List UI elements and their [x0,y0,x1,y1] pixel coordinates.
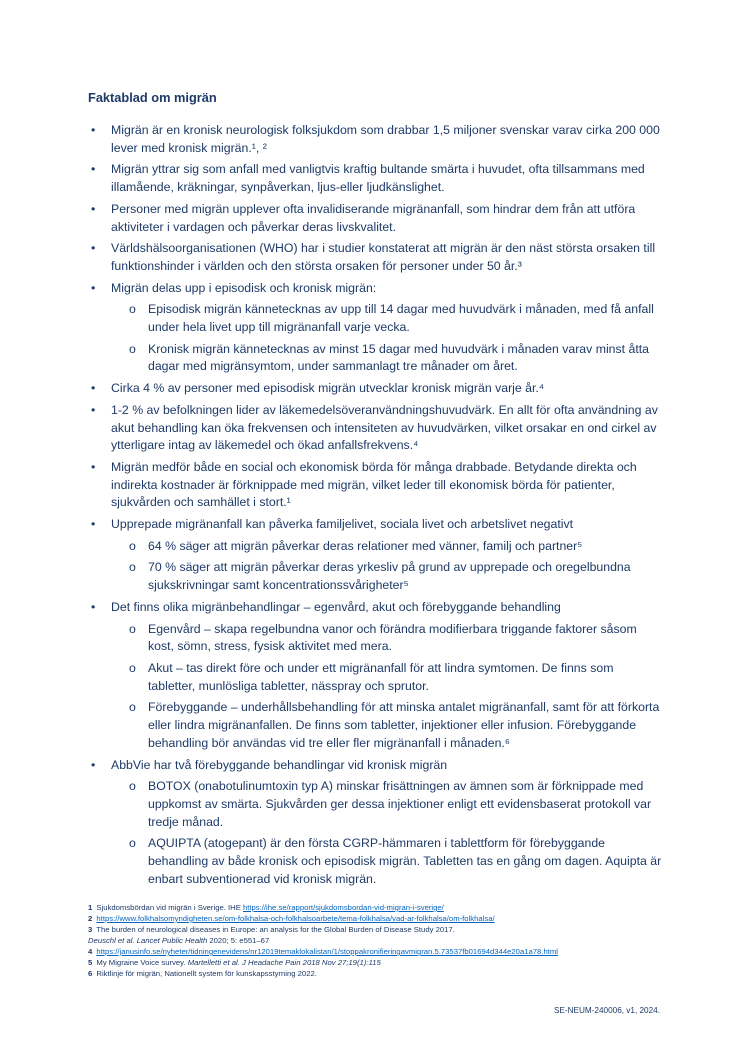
list-item-text: Det finns olika migränbehandlingar – egenvård, akut och förebyggande behandling [111,599,561,614]
sub-bullet-marker: o [129,700,136,715]
footnote-number: 3 [88,925,93,934]
list-item [88,380,662,398]
footnote-text: My Migraine Voice survey. [96,958,188,967]
list-item-text: 70 % säger att migrän påverkar deras yrkesliv på grund av upprepade och oregelbundna sjukskrivningar samt koncentrationssvårigheter⁵ [148,560,631,593]
list-item [88,402,662,455]
bullet-marker: • [91,123,96,137]
sub-bullet-marker: o [129,560,136,575]
footnote [88,935,690,946]
list-item [88,699,662,752]
sub-bullet-marker: o [129,836,136,851]
footnote-link[interactable]: https://ihe.se/rapport/sjukdomsbordan-vid-migran-i-sverige/ [242,903,444,912]
list-item-text: 1-2 % av befolkningen lider av läkemedelsöveranvändningshuvudvärk. En allt för ofta användning av akut behandling kan öka frekvensen och intensiteten av huvudvärken, vilket orsakar en ond cirkel av ytterligare intag av läkemedel och ökad anfallsfrekvens.⁴ [111,402,658,453]
footnote-text: 2020; 5: e551–67 [209,936,270,945]
bullet-marker: • [91,599,96,614]
list-item-text: Egenvård – skapa regelbundna vanor och förändra modifierbara triggande faktorer såsom kost, sömn, stress, fysisk aktivitet med mera. [148,621,637,654]
bullet-marker: • [91,459,96,474]
bullet-marker: • [91,517,96,532]
list-item [88,778,662,831]
list-item-text: Migrän yttrar sig som anfall med vanligtvis kraftig bultande smärta i huvudet, ofta tillsammans med illamående, kräkningar, synpåverkan, ljus-eller ljudkänslighet. [111,162,645,195]
list-item-text: Migrän delas upp i episodisk och kronisk migrän: [111,280,377,295]
list-item [88,301,662,336]
list-item-text: AbbVie har två förebyggande behandlingar vid kronisk migrän [111,757,448,772]
footnote [88,968,690,979]
list-item [88,122,662,157]
footnote-link[interactable]: https://www.folkhalsomyndigheten.se/om-folkhalsa-och-folkhalsoarbete/tema-folkhalsa/vad-ar-folkhalsa/om-folkhalsa/ [96,914,495,923]
list-item [88,240,662,275]
list-item [88,459,662,512]
footnote-text: Riktlinje för migrän, Nationellt system för kunskapsstyrning 2022. [96,969,317,978]
list-item-text: AQUIPTA (atogepant) är den första CGRP-hämmaren i tablettform för förebyggande behandling av både kronisk och episodisk migrän. Tabletten tas en gång om dagen. Aquipta är enbart subventionerad vid kronisk migrän. [148,836,662,886]
list-item [88,280,662,298]
bullet-marker: • [91,280,96,295]
list-item [88,757,662,775]
footnote [88,957,690,968]
footnote-number: 1 [88,903,93,912]
footnote [88,913,690,924]
list-item-text: Migrän är en kronisk neurologisk folksjukdom som drabbar 1,5 miljoner svenskar varav cirka 200 000 lever med kronisk migrän.¹, ² [111,123,660,155]
bullet-marker: • [91,757,96,772]
footnote [88,946,690,957]
document-code: SE-NEUM-240006, v1, 2024. [553,1006,660,1015]
footnote [88,902,690,913]
footnote-number: 6 [88,969,93,978]
list-item [88,559,662,594]
sub-bullet-marker: o [129,779,136,794]
sub-bullet-marker: o [129,621,136,636]
footnote-number: 5 [88,958,93,967]
bullet-marker: • [91,402,96,417]
list-item-text: Cirka 4 % av personer med episodisk migrän utvecklar kronisk migrän varje år.⁴ [111,381,545,396]
sub-bullet-marker: o [129,660,136,675]
footnote-number: 4 [88,947,93,956]
list-item [88,201,662,236]
bullet-marker: • [91,381,96,396]
footnote [88,924,690,935]
list-item-text: Förebyggande – underhållsbehandling för att minska antalet migränanfall, samt för att förkorta eller lindra migränanfallen. De finns som tabletter, injektioner eller infusion. Förebyggande behandling bör användas vid tre eller fler migränanfall i månaden.⁶ [148,700,660,750]
list-item-text: Personer med migrän upplever ofta invalidiserande migränanfall, som hindrar dem från att utföra aktiviteter i vardagen och påverkar deras livskvalitet. [111,201,636,234]
sub-bullet-marker: o [129,302,136,317]
list-item [88,161,662,196]
footnote-text: The burden of neurological diseases in Europe: an analysis for the Global Burden of Disease Study 2017. [96,925,455,934]
bullet-marker: • [91,162,96,177]
footnote-number: 2 [88,914,93,923]
list-item [88,516,662,534]
list-item-text: Kronisk migrän kännetecknas av minst 15 dagar med huvudvärk i månaden varav minst åtta dagar med migränsymtom, under sammanlagt tre månader om året. [148,341,650,374]
document-body [88,90,662,892]
footnote-link[interactable]: https://janusinfo.se/nyheter/tidningenevidens/nr12019temaklokalistan/1/stoppakronifieringavmigran.5.73537fb01694d344e20a1a78.html [96,947,558,956]
list-item [88,660,662,695]
bullet-marker: • [91,241,96,256]
list-item-text: Migrän medför både en social och ekonomisk börda för många drabbade. Betydande direkta och indirekta kostnader är förknippade med migrän, vilket leder till ekonomisk börda för patienter, sjukvården och samhället i stort.¹ [111,459,637,510]
list-item [88,835,662,888]
list-item-text: Världshälsoorganisationen (WHO) har i studier konstaterat att migrän är den näst största orsaken till funktionshinder i världen och den största orsaken för personer under 50 år.³ [111,241,656,273]
footnote-text: Sjukdomsbördan vid migrän i Sverige. IHE [96,903,243,912]
sub-bullet-marker: o [129,538,136,553]
footnotes-section [88,902,690,979]
list-item-text: Akut – tas direkt före och under ett migränanfall för att lindra symtomen. De finns som tabletter, munlösliga tabletter, nässpray och sprutor. [148,660,614,693]
list-item [88,538,662,556]
page-title: Faktablad om migrän [88,90,217,105]
list-item-text: BOTOX (onabotulinumtoxin typ A) minskar frisättningen av ämnen som är förknippade med uppkomst av smärta. Sjukvården ger dessa injektioner enligt ett evidensbaserat protokoll var tredje månad. [148,779,652,829]
list-item-text: 64 % säger att migrän påverkar deras relationer med vänner, familj och partner⁵ [148,538,583,553]
footnote-text: Deuschl et al. Lancet Public Health [88,936,210,945]
bullet-list [88,122,662,888]
list-item-text: Upprepade migränanfall kan påverka familjelivet, sociala livet och arbetslivet negativt [111,517,574,532]
bullet-marker: • [91,201,96,216]
list-item [88,341,662,376]
list-item [88,621,662,656]
list-item [88,599,662,617]
list-item-text: Episodisk migrän kännetecknas av upp till 14 dagar med huvudvärk i månaden, med få anfall under hela livet upp till migränanfall varje vecka. [148,302,654,335]
footnote-text: Martelletti et al. J Headache Pain 2018 Nov 27;19(1):115 [187,958,381,967]
sub-bullet-marker: o [129,341,136,356]
